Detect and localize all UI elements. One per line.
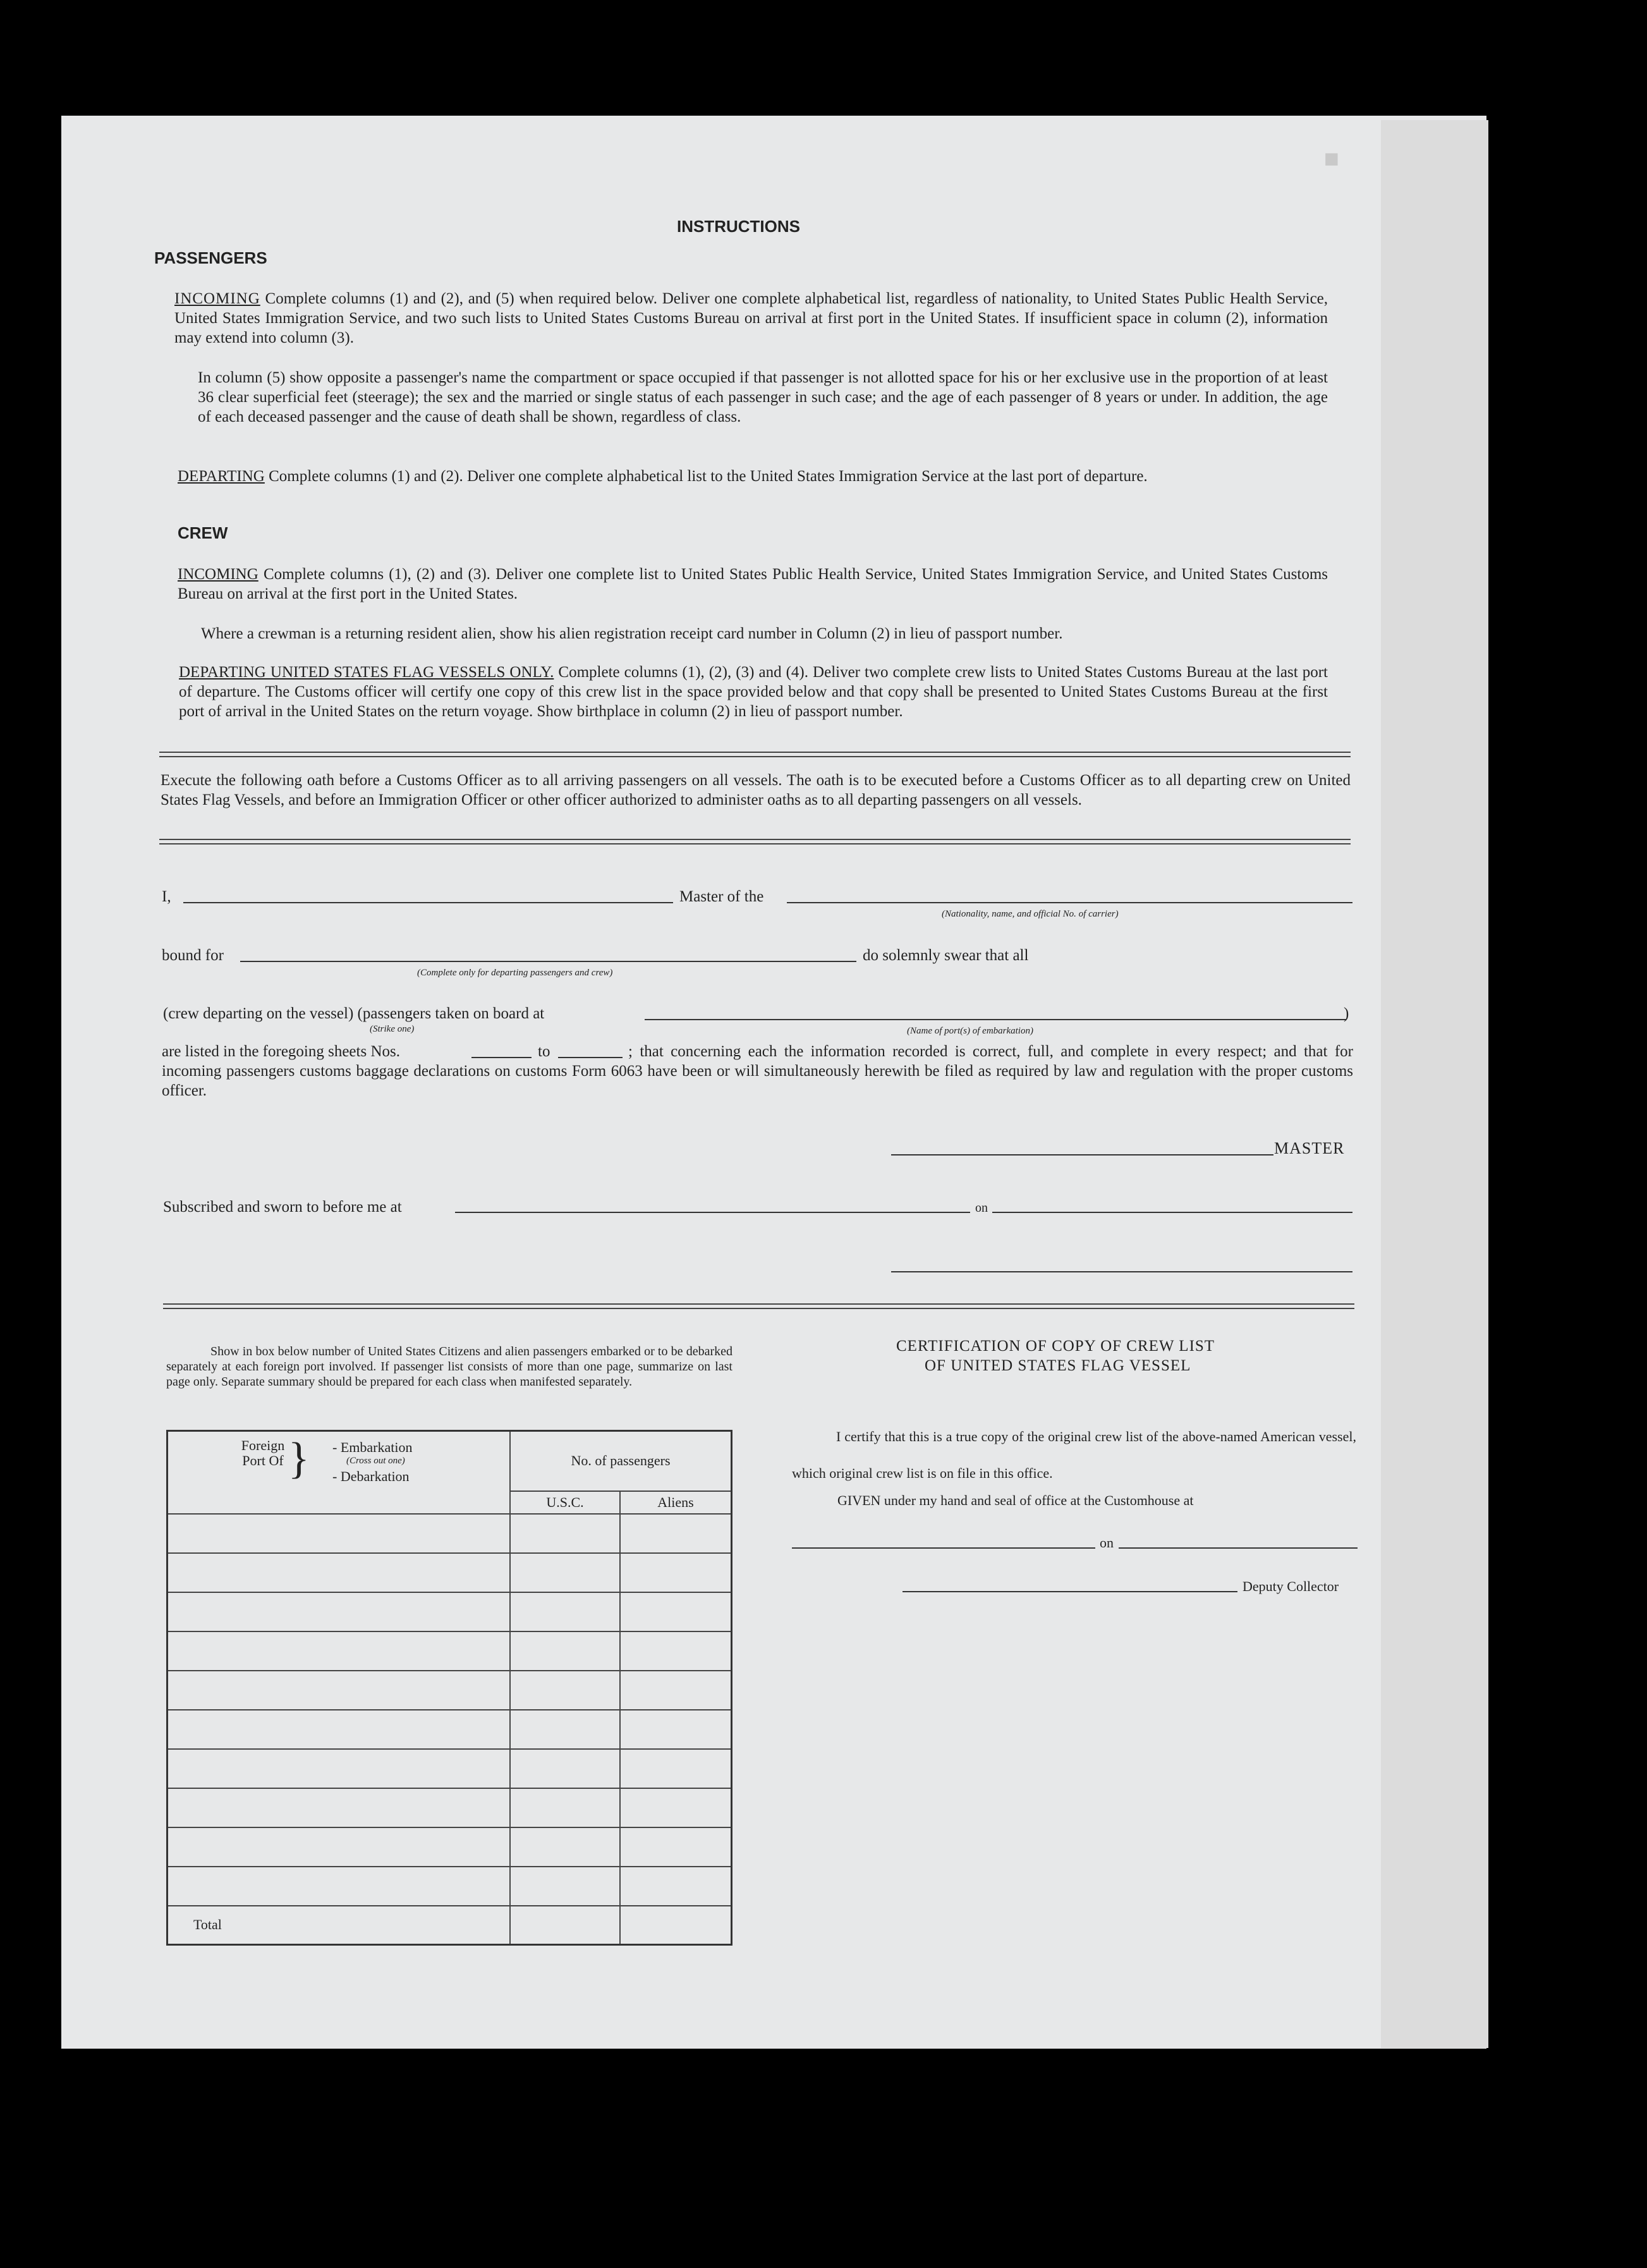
master-signature-field[interactable] bbox=[891, 1154, 1273, 1155]
oath-i-label: I, bbox=[162, 888, 171, 905]
passengers-incoming-paragraph bbox=[174, 289, 1328, 348]
master-name-field[interactable] bbox=[183, 902, 673, 903]
passengers-heading: PASSENGERS bbox=[154, 248, 267, 267]
port-cell[interactable] bbox=[167, 1710, 511, 1749]
bound-for-label: bound for bbox=[162, 947, 224, 964]
subscribed-label: Subscribed and sworn to before me at bbox=[163, 1198, 402, 1216]
port-cell[interactable] bbox=[167, 1631, 511, 1671]
close-paren: ) bbox=[1344, 1005, 1349, 1022]
usc-cell[interactable] bbox=[510, 1631, 620, 1671]
port-cell[interactable] bbox=[167, 1749, 511, 1788]
passengers-incoming-label: INCOMING bbox=[174, 290, 260, 307]
to-label: to bbox=[538, 1043, 550, 1060]
usc-cell[interactable] bbox=[510, 1553, 620, 1592]
crew-departing-label: (crew departing on the vessel) (passengers taken on board at bbox=[163, 1005, 545, 1022]
aliens-cell[interactable] bbox=[620, 1514, 732, 1553]
crew-incoming-label: INCOMING bbox=[178, 566, 258, 583]
crew-resident-text: Where a crewman is a returning resident alien, show his alien registration receipt card number in Column (2) in lieu of passport number. bbox=[201, 625, 1063, 642]
certification-title-line1: CERTIFICATION OF COPY OF CREW LIST bbox=[896, 1338, 1215, 1355]
crew-incoming-text: Complete columns (1), (2) and (3). Deliver one complete list to United States Public Health Service, United States Immigration Service, and United States Customs Bureau on arrival at the first port in the United States. bbox=[178, 566, 1328, 602]
crew-departing-text: Complete columns (1), (2), (3) and (4). Deliver two complete crew lists to United States Customs Bureau at the last port of departure. The Customs officer will certify one copy of this crew list in the space provided below and that copy shall be presented to United States Customs Bureau at the first port of arrival in the United States on the return voyage. Show birthplace in column (2) in lieu of passport number. bbox=[179, 664, 1328, 720]
instructions-title: INSTRUCTIONS bbox=[677, 217, 800, 236]
port-cell[interactable] bbox=[167, 1827, 511, 1867]
port-of-embarkation-field[interactable] bbox=[645, 1019, 1346, 1020]
aliens-cell[interactable] bbox=[620, 1631, 732, 1671]
section-divider bbox=[159, 752, 1351, 757]
aliens-cell[interactable] bbox=[620, 1788, 732, 1827]
passengers-column5-text: In column (5) show opposite a passenger's name the compartment or space occupied if that passenger is not allotted space for his or her exclusive use in the proportion of at least 36 clear superficial feet (steerage); the sex and the married or single status of each passenger in such case; and the age of each passenger of 8 years or under. In addition, the age of each deceased passenger and the cause of death shall be shown, regardless of class. bbox=[198, 369, 1328, 425]
master-of-the-label: Master of the bbox=[679, 888, 764, 905]
oath-body-text: ; that concerning each the information recorded is correct, full, and complete in every respect; and that for incoming passengers customs baggage declarations on customs Form 6063 have been or will simultaneously herewith be filed as required by law and regulation with the proper customs officer. bbox=[162, 1043, 1353, 1099]
subscribed-on-label: on bbox=[975, 1201, 988, 1215]
certification-date-field[interactable] bbox=[1119, 1547, 1358, 1549]
port-cell[interactable] bbox=[167, 1592, 511, 1631]
port-cell[interactable] bbox=[167, 1671, 511, 1710]
aliens-total-cell[interactable] bbox=[620, 1906, 732, 1945]
deputy-collector-signature-field[interactable] bbox=[903, 1591, 1237, 1592]
section-divider bbox=[163, 1303, 1354, 1309]
bleed-through-mark: ■ bbox=[1318, 152, 1346, 168]
usc-total-cell[interactable] bbox=[510, 1906, 620, 1945]
aliens-cell[interactable] bbox=[620, 1592, 732, 1631]
port-cell[interactable] bbox=[167, 1867, 511, 1906]
usc-cell[interactable] bbox=[510, 1827, 620, 1867]
aliens-cell[interactable] bbox=[620, 1553, 732, 1592]
crew-heading: CREW bbox=[178, 523, 228, 542]
crew-incoming-paragraph bbox=[178, 564, 1328, 604]
usc-cell[interactable] bbox=[510, 1592, 620, 1631]
aliens-cell[interactable] bbox=[620, 1710, 732, 1749]
usc-cell[interactable] bbox=[510, 1867, 620, 1906]
passengers-incoming-text: Complete columns (1) and (2), and (5) when required below. Deliver one complete alphabetical list, regardless of nationality, to United States Public Health Service, United States Immigration Service, and two such lists to United States Customs Bureau on arrival at first port in the United States. If insufficient space in column (2), information may extend into column (3). bbox=[174, 290, 1328, 346]
deputy-collector-label: Deputy Collector bbox=[1243, 1578, 1339, 1594]
passengers-departing-label: DEPARTING bbox=[178, 468, 265, 485]
nationality-caption: (Nationality, name, and official No. of carrier) bbox=[942, 909, 1119, 919]
cross-out-one-label: (Cross out one) bbox=[346, 1456, 405, 1466]
certification-on-label: on bbox=[1100, 1535, 1114, 1551]
brace-icon: } bbox=[288, 1434, 310, 1483]
aliens-cell[interactable] bbox=[620, 1749, 732, 1788]
port-cell[interactable] bbox=[167, 1514, 511, 1553]
customhouse-field[interactable] bbox=[792, 1547, 1095, 1549]
total-label: Total bbox=[167, 1906, 511, 1945]
summary-instructions: Show in box below number of United States Citizens and alien passengers embarked or to be debarked separately at each foreign port involved. If passenger list consists of more than one page, summarize on last page only. Separate summary should be prepared for each class when manifested separately. bbox=[166, 1344, 732, 1389]
aliens-header: Aliens bbox=[620, 1491, 732, 1514]
master-signature-label: MASTER bbox=[1274, 1139, 1345, 1157]
vessel-field[interactable] bbox=[787, 902, 1352, 903]
bound-for-field[interactable] bbox=[240, 961, 856, 962]
foreign-port-label: Foreign Port Of bbox=[241, 1437, 285, 1468]
usc-cell[interactable] bbox=[510, 1671, 620, 1710]
oath-intro: Execute the following oath before a Customs Officer as to all arriving passengers on all vessels. The oath is to be executed before a Customs Officer as to all departing crew on United States Flag Vessels, and before an Immigration Officer or other officer authorized to administer oaths as to all departing passengers on all vessels. bbox=[161, 772, 1351, 808]
officer-signature-field[interactable] bbox=[891, 1271, 1352, 1272]
are-listed-label: are listed in the foregoing sheets Nos. bbox=[162, 1043, 400, 1060]
certify-text: I certify that this is a true copy of the original crew list of the above-named American vessel, which original crew list is on file in this office. bbox=[792, 1429, 1356, 1481]
certification-title-line2: OF UNITED STATES FLAG VESSEL bbox=[925, 1357, 1191, 1374]
bleed-through-edge bbox=[1381, 120, 1488, 2048]
usc-header: U.S.C. bbox=[510, 1491, 620, 1514]
usc-cell[interactable] bbox=[510, 1514, 620, 1553]
given-text: GIVEN under my hand and seal of office at the Customhouse at bbox=[837, 1492, 1194, 1508]
port-cell[interactable] bbox=[167, 1553, 511, 1592]
crew-departing-label: DEPARTING UNITED STATES FLAG VESSELS ONLY. bbox=[179, 664, 554, 681]
no-of-passengers-header: No. of passengers bbox=[510, 1431, 732, 1491]
usc-cell[interactable] bbox=[510, 1710, 620, 1749]
passenger-summary-table bbox=[166, 1430, 732, 1946]
crew-departing-paragraph bbox=[179, 662, 1328, 721]
solemnly-swear-label: do solemnly swear that all bbox=[863, 947, 1029, 964]
strike-one-caption: (Strike one) bbox=[370, 1024, 415, 1034]
usc-cell[interactable] bbox=[510, 1788, 620, 1827]
aliens-cell[interactable] bbox=[620, 1671, 732, 1710]
subscribed-date-field[interactable] bbox=[992, 1212, 1352, 1213]
passengers-departing-paragraph bbox=[178, 466, 1328, 486]
complete-only-caption: (Complete only for departing passengers and crew) bbox=[417, 968, 613, 978]
subscribed-place-field[interactable] bbox=[455, 1212, 970, 1213]
embarkation-label: - Embarkation bbox=[332, 1439, 413, 1455]
debarkation-label: - Debarkation bbox=[332, 1468, 410, 1484]
aliens-cell[interactable] bbox=[620, 1867, 732, 1906]
usc-cell[interactable] bbox=[510, 1749, 620, 1788]
foreign-port-header bbox=[167, 1431, 511, 1514]
port-cell[interactable] bbox=[167, 1788, 511, 1827]
aliens-cell[interactable] bbox=[620, 1827, 732, 1867]
section-divider bbox=[159, 839, 1351, 844]
name-of-ports-caption: (Name of port(s) of embarkation) bbox=[907, 1026, 1033, 1036]
passengers-departing-text: Complete columns (1) and (2). Deliver one complete alphabetical list to the United States Immigration Service at the last port of departure. bbox=[269, 468, 1148, 485]
